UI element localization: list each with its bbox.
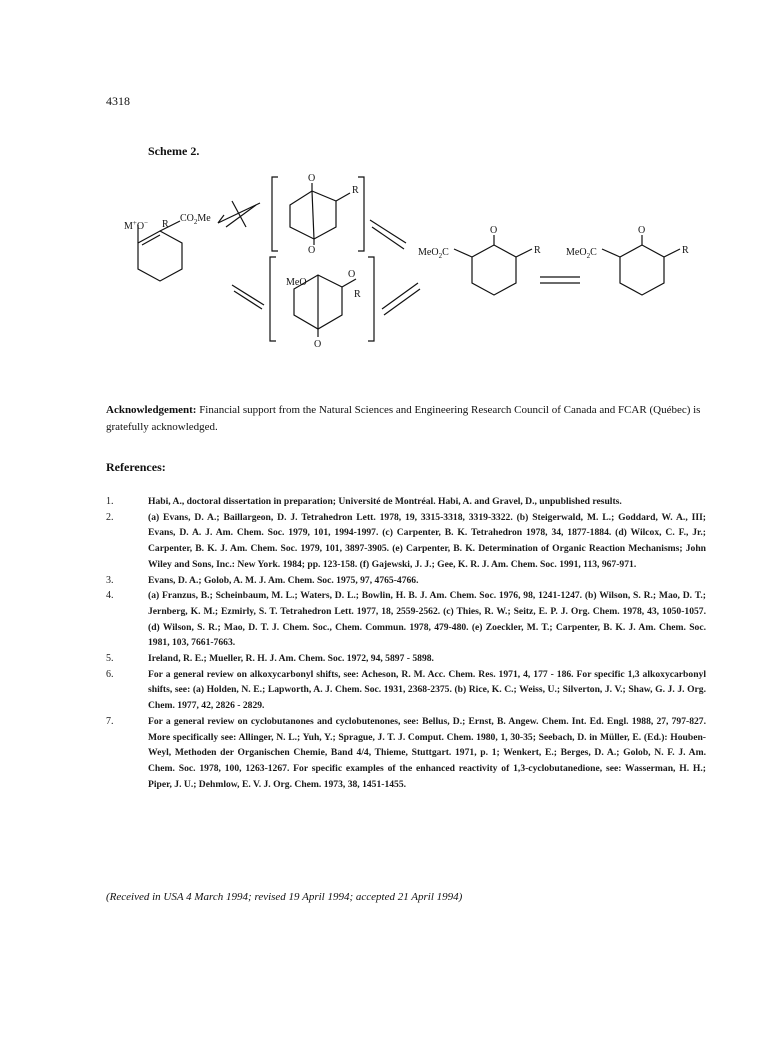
scheme-label-o-b: O (638, 225, 646, 236)
reference-item (106, 714, 706, 793)
reaction-scheme (100, 165, 700, 355)
scheme-label-r-left: R (162, 219, 169, 230)
reference-number: 6. (106, 668, 114, 680)
reference-number: 3. (106, 574, 114, 586)
acknowledgement (106, 402, 706, 436)
acknowledgement-text: Financial support from the Natural Sciences and Engineering Research Council of Canada and FCAR (Québec) is gratefully acknowledged. (106, 404, 701, 433)
bracket-bottom-right (368, 257, 374, 341)
reference-number: 4. (106, 590, 114, 602)
scheme-label-o-bottom: O (314, 339, 322, 350)
page-number: 4318 (106, 94, 130, 108)
scheme-label-meo2c-a: MeO$_2$C (418, 247, 449, 260)
scheme-label-r-a: R (534, 245, 541, 256)
bracket-bottom-left (270, 257, 276, 341)
left-ring (138, 231, 182, 281)
reference-text: Ireland, R. E.; Mueller, R. H. J. Am. Chem. Soc. 1972, 94, 5897 - 5898. (148, 653, 434, 665)
reference-text: For a general review on cyclobutanones and cyclobutenones, see: Bellus, D.; Ernst, B. Angew. Chem. Int. Ed. Engl. 1988, 27, 797-827. More specifically see: Allinger, N. L.; Yuh, Y.; Sprague, J. T. J. Comput. Chem. 1980, 1, 30-35; Seebach, D. in Müller, E. (Ed.): Houben-Weyl, Methoden der Organischen Chemie, Band 4/4, Thieme, Stuttgart. 1971, p. 1; Wenkert, E.; Berges, D. A.; Golob, N. F. J. Am. Chem. Soc. 1978, 100, 1263-1267. For specific examples of the enhanced reactivity of 1,3-cyclobutanedione, see: Wasserman, H. H.; Piper, J. U.; Dehmlow, E. V. J. Org. Chem. 1973, 38, 1451-1455. (148, 715, 706, 790)
reference-number: 2. (106, 511, 114, 523)
scheme-label-o-top2: O (308, 245, 316, 256)
scheme-label-meo: MeO (286, 277, 307, 288)
reference-item (106, 588, 706, 651)
references-title: References: (106, 460, 166, 474)
reference-number: 5. (106, 653, 114, 665)
reaction-scheme-drawing (100, 165, 700, 355)
bracket-top-right (358, 177, 364, 251)
arrow-bottom-right (382, 283, 418, 309)
reference-item (106, 667, 706, 714)
received-dates: (Received in USA 4 March 1994; revised 19 April 1994; accepted 21 April 1994) (106, 891, 463, 903)
scheme-title: Scheme 2. (148, 144, 200, 158)
product-ring-a (472, 245, 516, 295)
reference-number: 7. (106, 715, 114, 727)
scheme-label-o-minus: O (348, 269, 356, 280)
scheme-label-o-top: O (308, 173, 316, 184)
equilibrium-arrow-1 (370, 220, 406, 243)
product-ring-b (620, 245, 664, 295)
arrow-bottom-left (232, 285, 264, 305)
reference-item (106, 651, 706, 667)
reference-number: 1. (106, 496, 114, 507)
reference-item (106, 573, 706, 589)
bracket-top-left (272, 177, 278, 251)
reference-item (106, 510, 706, 573)
reference-item (106, 494, 706, 510)
scheme-label-r-b: R (682, 245, 689, 256)
reference-text: Habi, A., doctoral dissertation in preparation; Université de Montréal. Habi, A. and Gravel, D., unpublished results. (148, 496, 622, 507)
scheme-label-r-mid: R (354, 289, 361, 300)
scheme-label-o-a: O (490, 225, 498, 236)
reference-text: For a general review on alkoxycarbonyl shifts, see: Acheson, R. M. Acc. Chem. Res. 1971, 4, 177 - 186. For specific 1,3 alkoxycarbonyl shifts, see: (a) Holden, N. E.; Lapworth, A. J. Chem. Soc. 1931, 2368-2375. (b) Rice, K. C.; Weiss, U.; Silverton, J. V.; Shaw, G. J. J. Org. Chem. 1977, 42, 2826 - 2829. (148, 668, 706, 712)
acknowledgement-heading: Acknowledgement: (106, 404, 197, 416)
scheme-label-r-top: R (352, 185, 359, 196)
scheme-label-co2me: $CO_2Me$ (180, 213, 211, 226)
reference-text: (a) Evans, D. A.; Baillargeon, D. J. Tetrahedron Lett. 1978, 19, 3315-3318, 3319-3322. (b) Steigerwald, M. L.; Goddard, W. A., III; Evans, D. A. J. Am. Chem. Soc. 1979, 101, 1994-1997. (c) Carpenter, B. K. Tetrahedron 1978, 34, 1877-1884. (d) Wilcox, C. F., Jr.; Carpenter, B. K. J. Am. Chem. Soc. 1979, 101, 3897-3905. (e) Carpenter, B. K. Determination of Organic Reaction Mechanisms; John Wiley and Sons, Inc.: New York. 1984; pp. 123-158. (f) Gajewski, J. J.; Gee, K. R. J. Am. Chem. Soc. 1991, 113, 967-971. (148, 511, 706, 570)
references-list (106, 494, 706, 792)
reference-text: (a) Franzus, B.; Scheinbaum, M. L.; Waters, D. L.; Bowlin, H. B. J. Am. Chem. Soc. 1976, 98, 1241-1247. (b) Wilson, S. R.; Mao, D. T.; Jernberg, K. M.; Ezmirly, S. T. Tetrahedron Lett. 1977, 18, 2559-2562. (c) Thies, R. W.; Seitz, E. P. J. Org. Chem. 1978, 43, 1050-1057. (d) Wilson, S. R.; Mao, D. T. J. Chem. Soc., Chem. Commun. 1978, 479-480. (e) Zoeckler, M. T.; Carpenter, B. K. J. Am. Chem. Soc. 1981, 103, 7661-7663. (148, 590, 706, 649)
scheme-label-m: M+O− (124, 219, 149, 232)
reference-text: Evans, D. A.; Golob, A. M. J. Am. Chem. Soc. 1975, 97, 4765-4766. (148, 574, 419, 586)
scheme-label-meo2c-b: MeO$_2$C (566, 247, 597, 260)
